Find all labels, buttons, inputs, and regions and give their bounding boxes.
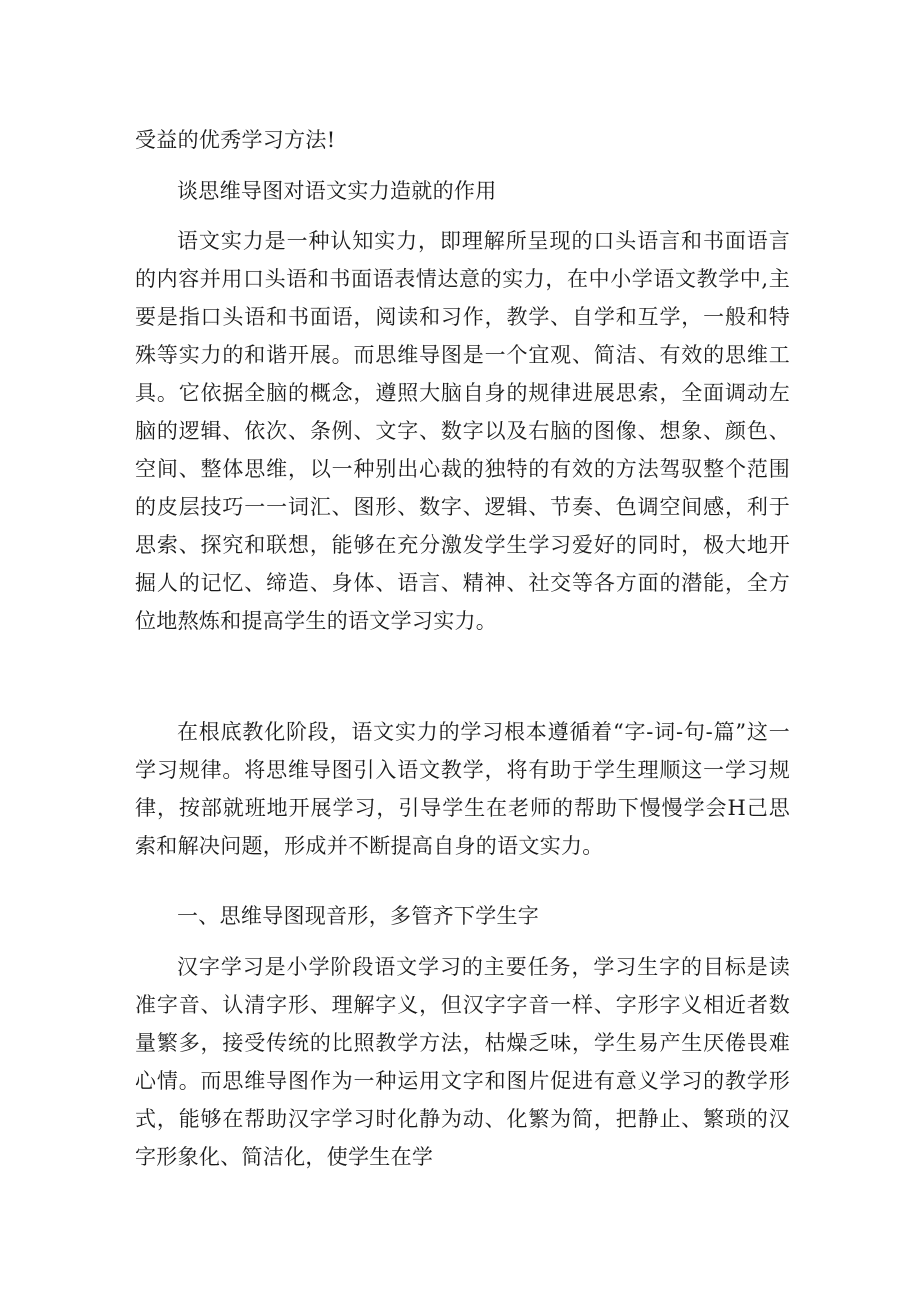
paragraph-character-learning: 汉字学习是小学阶段语文学习的主要任务，学习生字的目标是读准字音、认清字形、理解字义，但汉字字音一样、字形字义相近者数量繁多，接受传统的比照教学方法，枯燥乏味，学生易产生厌倦畏难心情。而思维导图作为一种运用文字和图片促进有意义学习的教学形式，能够在帮助汉字学习时化静为动、化繁为简，把静止、繁琐的汉字形象化、简洁化，使学生在学 <box>135 955 790 1169</box>
paragraph-continuation: 受益的优秀学习方法! <box>135 128 336 152</box>
section-heading-one: 一、思维导图现音形，多管齐下学生字 <box>177 904 540 928</box>
article-title: 谈思维导图对语文实力造就的作用 <box>177 179 497 203</box>
paragraph-language-ability: 语文实力是一种认知实力，即理解所呈现的口头语言和书面语言的内容并用口头语和书面语表情达意的实力，在中小学语文教学中,主要是指口头语和书面语，阅读和习作，教学、自学和互学，一般和特殊等实力的和谐开展。而思维导图是一个宜观、简洁、有效的思维工具。它依据全脑的概念，遵照大脑自身的规律进展思索，全面调动左脑的逻辑、依次、条例、文字、数字以及右脑的图像、想象、颜色、空间、整体思维，以一种别出心裁的独特的有效的方法驾驭整个范围的皮层技巧一一词汇、图形、数字、逻辑、节奏、色调空间感，利于思索、探究和联想，能够在充分激发学生学习爱好的同时，极大地开掘人的记忆、缔造、身体、语言、精神、社交等各方面的潜能，全方位地熬炼和提高学生的语文学习实力。 <box>135 229 790 633</box>
paragraph-basic-education: 在根底教化阶段，语文实力的学习根本遵循着“字-词-句-篇”这一学习规律。将思维导图引入语文教学，将有助于学生理顺这一学习规律，按部就班地开展学习，引导学生在老师的帮助下慢慢学会H己思索和解决问题，形成并不断提高自身的语文实力。 <box>135 720 790 858</box>
